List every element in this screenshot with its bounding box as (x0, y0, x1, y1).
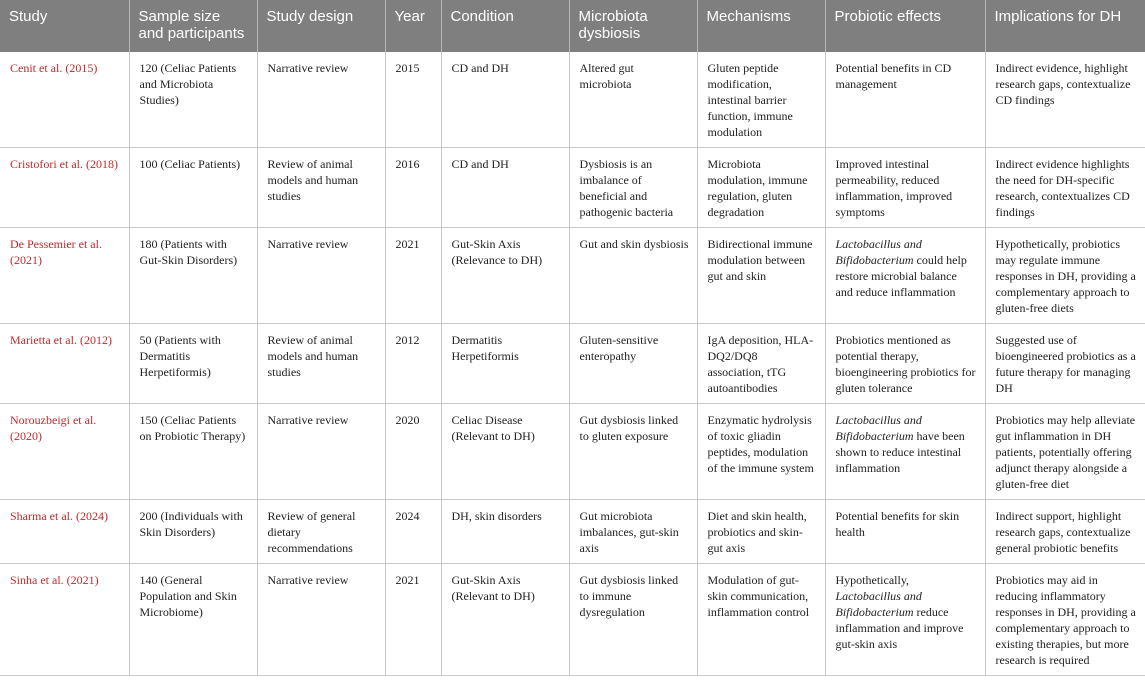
header-cell: Year (385, 0, 441, 52)
condition-cell: Dermatitis Herpetiformis (441, 324, 569, 404)
header-cell: Mechanisms (697, 0, 825, 52)
mechanisms-cell: Microbiota modulation, immune regulation, gluten degradation (697, 148, 825, 228)
effects-cell (825, 228, 985, 324)
table-row (0, 404, 1145, 500)
design-cell: Narrative review (257, 564, 385, 676)
header-cell: Implications for DH (985, 0, 1145, 52)
condition-cell: CD and DH (441, 148, 569, 228)
implications-cell: Suggested use of bioengineered probiotics as a future therapy for managing DH (985, 324, 1145, 404)
header-row (0, 0, 1145, 52)
condition-cell: Gut-Skin Axis (Relevance to DH) (441, 228, 569, 324)
effects-cell (825, 404, 985, 500)
table-row (0, 564, 1145, 676)
effects-cell (825, 500, 985, 564)
design-cell: Narrative review (257, 404, 385, 500)
header-cell: Condition (441, 0, 569, 52)
effects-text: could help restore microbial balance and reduce inflammation (835, 253, 967, 299)
table-row (0, 500, 1145, 564)
mechanisms-cell: Enzymatic hydrolysis of toxic gliadin peptides, modulation of the immune system (697, 404, 825, 500)
table-row (0, 324, 1145, 404)
year-cell: 2020 (385, 404, 441, 500)
dysbiosis-cell: Altered gut microbiota (569, 52, 697, 148)
study-link[interactable]: Cristofori et al. (2018) (0, 148, 129, 228)
mechanisms-cell: IgA deposition, HLA-DQ2/DQ8 association, tTG autoantibodies (697, 324, 825, 404)
design-cell: Narrative review (257, 52, 385, 148)
header-cell: Microbiota dysbiosis (569, 0, 697, 52)
implications-cell: Indirect evidence, highlight research gaps, contextualize CD findings (985, 52, 1145, 148)
design-cell: Review of animal models and human studies (257, 324, 385, 404)
effects-text: reduce inflammation and improve gut-skin axis (835, 605, 964, 651)
effects-text: Potential benefits in CD management (835, 61, 952, 91)
condition-cell: Gut-Skin Axis (Relevant to DH) (441, 564, 569, 676)
table-row (0, 52, 1145, 148)
study-link[interactable]: Norouzbeigi et al. (2020) (0, 404, 129, 500)
implications-cell: Indirect support, highlight research gaps, contextualize general probiotic benefits (985, 500, 1145, 564)
implications-cell: Probiotics may aid in reducing inflammatory responses in DH, providing a complementary approach to existing therapies, but more research is required (985, 564, 1145, 676)
effects-cell (825, 564, 985, 676)
effects-text: Potential benefits for skin health (835, 509, 960, 539)
condition-cell: Celiac Disease (Relevant to DH) (441, 404, 569, 500)
year-cell: 2015 (385, 52, 441, 148)
implications-cell: Probiotics may help alleviate gut inflammation in DH patients, potentially offering adjunct therapy alongside a gluten-free diet (985, 404, 1145, 500)
design-cell: Review of animal models and human studies (257, 148, 385, 228)
study-link[interactable]: Sinha et al. (2021) (0, 564, 129, 676)
implications-cell: Hypothetically, probiotics may regulate immune responses in DH, providing a complementary approach to gluten-free diets (985, 228, 1145, 324)
condition-cell: DH, skin disorders (441, 500, 569, 564)
year-cell: 2021 (385, 228, 441, 324)
effects-text: Probiotics mentioned as potential therapy, bioengineering probiotics for gluten tolerance (835, 333, 976, 395)
year-cell: 2024 (385, 500, 441, 564)
mechanisms-cell: Gluten peptide modification, intestinal barrier function, immune modulation (697, 52, 825, 148)
condition-cell: CD and DH (441, 52, 569, 148)
dysbiosis-cell: Gut and skin dysbiosis (569, 228, 697, 324)
effects-cell (825, 52, 985, 148)
study-link[interactable]: Sharma et al. (2024) (0, 500, 129, 564)
dysbiosis-cell: Gut dysbiosis linked to gluten exposure (569, 404, 697, 500)
effects-cell (825, 324, 985, 404)
genus-names: Lactobacillus and Bifidobacterium (835, 237, 922, 267)
sample-cell: 50 (Patients with Dermatitis Herpetiformis) (129, 324, 257, 404)
mechanisms-cell: Bidirectional immune modulation between gut and skin (697, 228, 825, 324)
design-cell: Review of general dietary recommendations (257, 500, 385, 564)
design-cell: Narrative review (257, 228, 385, 324)
dysbiosis-cell: Dysbiosis is an imbalance of beneficial and pathogenic bacteria (569, 148, 697, 228)
table-row (0, 148, 1145, 228)
year-cell: 2012 (385, 324, 441, 404)
header-cell: Study design (257, 0, 385, 52)
dysbiosis-cell: Gut dysbiosis linked to immune dysregulation (569, 564, 697, 676)
year-cell: 2016 (385, 148, 441, 228)
mechanisms-cell: Modulation of gut-skin communication, inflammation control (697, 564, 825, 676)
sample-cell: 100 (Celiac Patients) (129, 148, 257, 228)
effects-text: Improved intestinal permeability, reduced inflammation, improved symptoms (835, 157, 953, 219)
sample-cell: 200 (Individuals with Skin Disorders) (129, 500, 257, 564)
study-link[interactable]: Marietta et al. (2012) (0, 324, 129, 404)
year-cell: 2021 (385, 564, 441, 676)
study-link[interactable]: De Pessemier et al. (2021) (0, 228, 129, 324)
header-cell: Probiotic effects (825, 0, 985, 52)
effects-text: have been shown to reduce intestinal inflammation (835, 429, 965, 475)
effects-prefix: Hypothetically, (835, 573, 910, 587)
dysbiosis-cell: Gluten-sensitive enteropathy (569, 324, 697, 404)
sample-cell: 120 (Celiac Patients and Microbiota Studies) (129, 52, 257, 148)
study-link[interactable]: Cenit et al. (2015) (0, 52, 129, 148)
genus-names: Lactobacillus and Bifidobacterium (835, 413, 922, 443)
sample-cell: 180 (Patients with Gut-Skin Disorders) (129, 228, 257, 324)
header-cell: Sample size and participants (129, 0, 257, 52)
sample-cell: 150 (Celiac Patients on Probiotic Therapy) (129, 404, 257, 500)
implications-cell: Indirect evidence highlights the need for DH-specific research, contextualizes CD findings (985, 148, 1145, 228)
sample-cell: 140 (General Population and Skin Microbiome) (129, 564, 257, 676)
dysbiosis-cell: Gut microbiota imbalances, gut-skin axis (569, 500, 697, 564)
effects-cell (825, 148, 985, 228)
mechanisms-cell: Diet and skin health, probiotics and skin-gut axis (697, 500, 825, 564)
table-row (0, 228, 1145, 324)
header-cell: Study (0, 0, 129, 52)
genus-names: Lactobacillus and Bifidobacterium (835, 589, 922, 619)
